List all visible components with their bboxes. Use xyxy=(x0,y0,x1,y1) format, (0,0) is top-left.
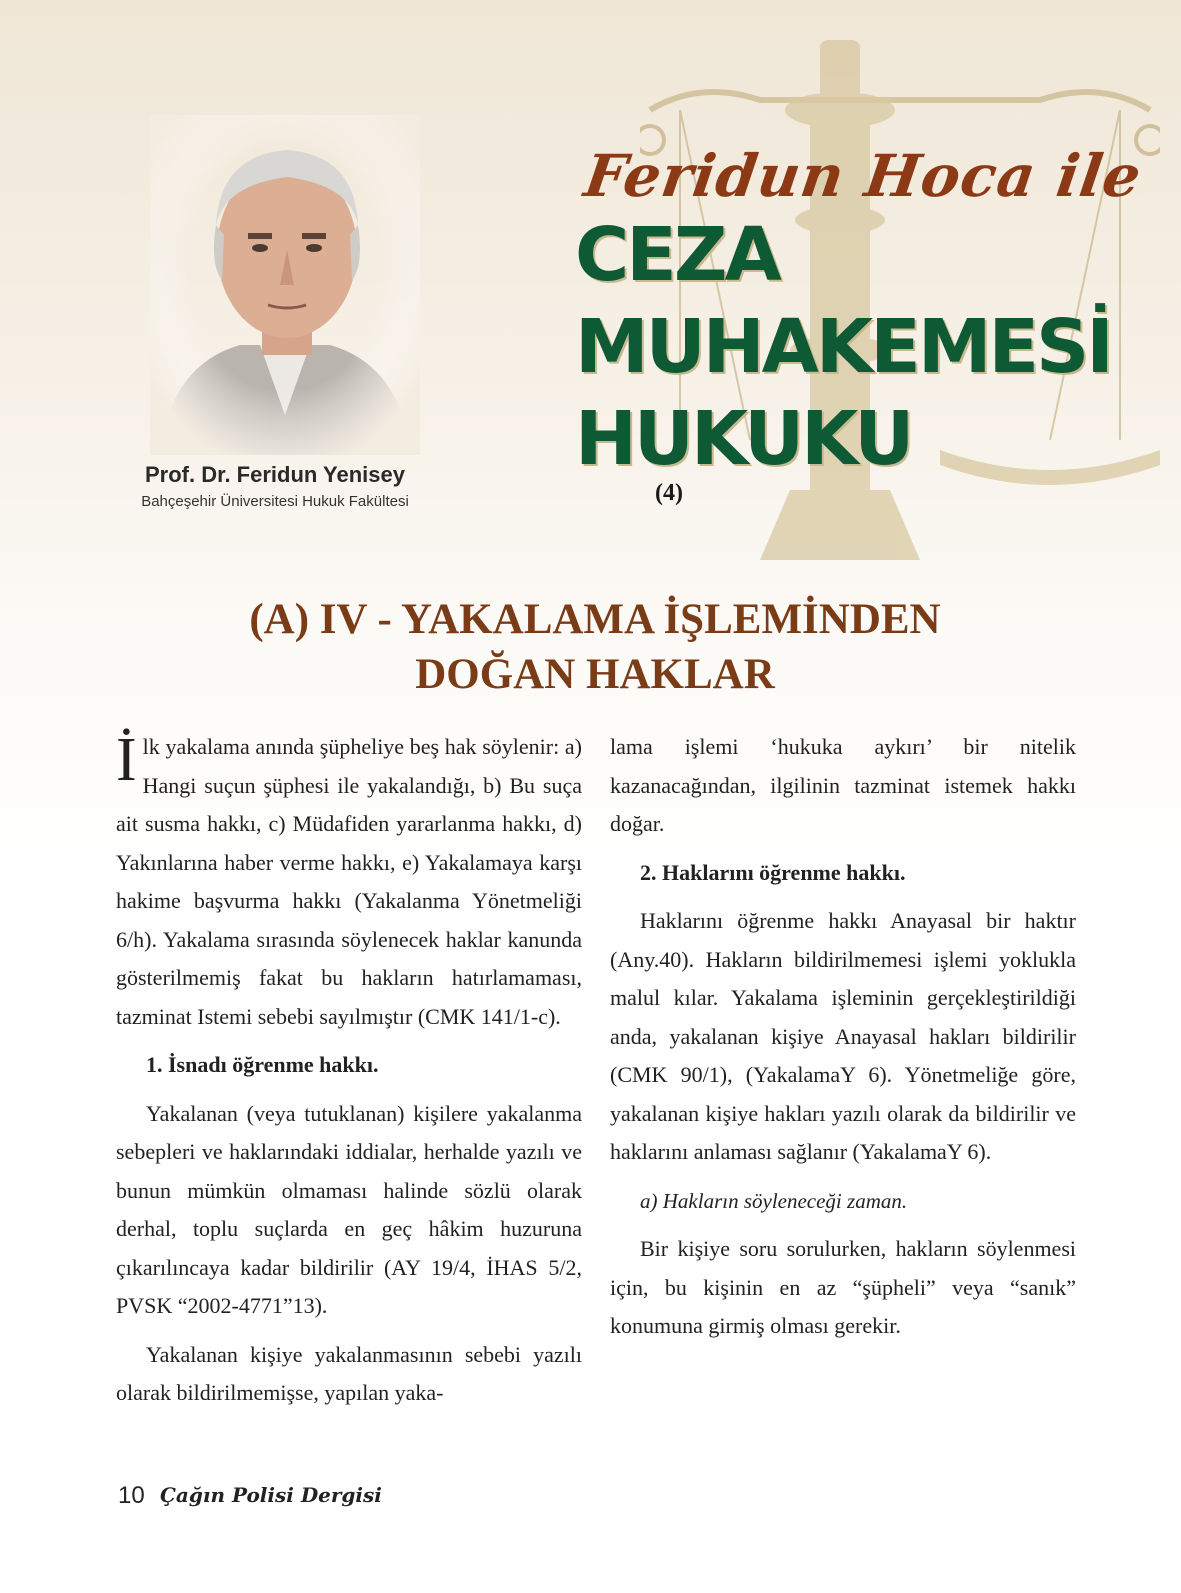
author-name: Prof. Dr. Feridun Yenisey xyxy=(144,462,405,487)
heading-isnadi-ogrenme: 1. İsnadı öğrenme hakkı. xyxy=(146,1052,379,1077)
paragraph-3: Haklarını öğrenme hakkı Anayasal bir haktır (Any.40). Hakların bildirilmemesi işlemi yoklukla malul kılar. Yakalama işleminin gerçekleştirildiği anda, yakalanan kişiye Anayasal hakları bildirilir (CMK 90/1), (YakalamaY 6). Yönetmeliğe göre, yakalanan kişiye hakları yazılı olarak da bildirilir ve haklarını anlaması sağlanır (YakalamaY 6). xyxy=(610,908,1076,1164)
intro-text: lk yakalama anında şüpheliye beş hak söylenir: a) Hangi suçun şüphesi ile yakalandığı, b) Bu suça ait susma hakkı, c) Müdafiden yararlanma hakkı, d) Yakınlarına haber verme hakkı, e) Yakalamaya karşı hakime başvurma hakkı (Yakalanma Yönetmeliği 6/h). Yakalama sırasında söylenecek haklar kanunda gösterilmemiş fakat bu hakların hatırlamaması, tazminat Istemi sebebi sayılmıştır (CMK 141/1-c). xyxy=(116,734,582,1029)
subheading-soylenecegi-zaman: a) Hakların söyleneceği zaman. xyxy=(640,1188,908,1213)
section-title-line-2: DOĞAN HAKLAR xyxy=(415,651,775,698)
section-title xyxy=(100,592,1090,702)
page-number: 10 xyxy=(118,1482,145,1509)
heading-haklarini-ogrenme: 2. Haklarını öğrenme hakkı. xyxy=(640,859,906,885)
intro-paragraph xyxy=(116,728,582,1036)
drop-cap: İ xyxy=(116,726,137,794)
main-title-line-2: MUHAKEMESİ xyxy=(575,304,1111,390)
paragraph-2-part-2: lama işlemi ‘hukuka aykırı’ bir nitelik kazanacağından, ilgilinin tazminat istemek hakkı doğar. xyxy=(610,734,1076,836)
author-portrait xyxy=(150,115,420,455)
paragraph-1: Yakalanan (veya tutuklanan) kişilere yakalanma sebepleri ve haklarındaki iddialar, herhalde yazılı ve bunun mümkün olmaması halinde sözlü olarak derhal, toplu suçlarda en geç hâkim huzuruna çıkarılıncaya kadar bildirilir (AY 19/4, İHAS 5/2, PVSK “2002-4771”13). xyxy=(116,1100,582,1318)
article-column-left xyxy=(116,728,582,1413)
main-title-line-1: CEZA xyxy=(575,212,779,298)
section-title-line-1: (A) IV - YAKALAMA İŞLEMİNDEN xyxy=(249,596,941,643)
magazine-name: Çağın Polisi Dergisi xyxy=(160,1483,382,1507)
paragraph-4: Bir kişiye soru sorulurken, hakların söylenmesi için, bu kişinin en az “şüpheli” veya “sanık” konumuna girmiş olması gerekir. xyxy=(610,1236,1076,1338)
article-column-right xyxy=(610,728,1076,1346)
main-title-line-3: HUKUKU xyxy=(575,396,912,482)
author-affiliation: Bahçeşehir Üniversitesi Hukuk Fakültesi xyxy=(141,493,409,510)
paragraph-2-part-1: Yakalanan kişiye yakalanmasının sebebi yazılı olarak bildirilmemişse, yapılan yaka- xyxy=(116,1341,582,1405)
series-title: Feridun Hoca ile xyxy=(580,142,1146,210)
issue-number: (4) xyxy=(655,480,683,506)
scales-of-justice-icon xyxy=(640,20,1160,580)
